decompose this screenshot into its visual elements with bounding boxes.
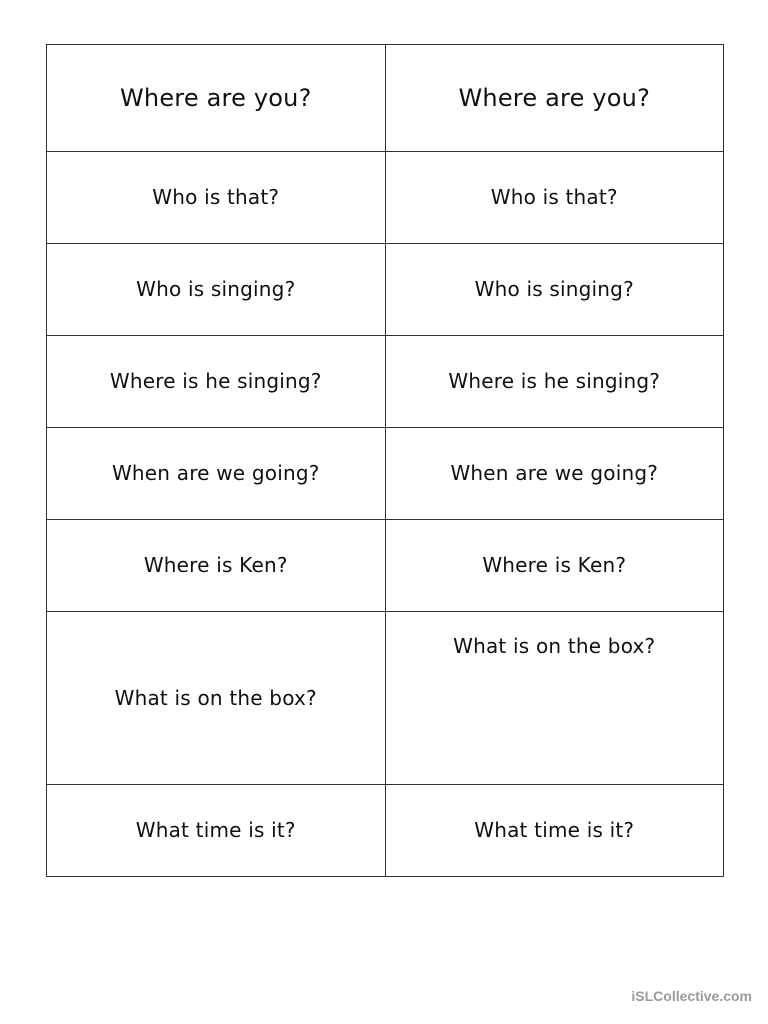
question-card-right: Where are you?: [385, 45, 724, 152]
question-card-right: Where is Ken?: [385, 519, 724, 611]
card-row: [47, 45, 724, 152]
question-card-left: What time is it?: [47, 784, 386, 876]
question-card-left: Who is that?: [47, 151, 386, 243]
question-card-right: What is on the box?: [385, 611, 724, 784]
question-card-right: What time is it?: [385, 784, 724, 876]
question-card-left: Where is he singing?: [47, 335, 386, 427]
question-card-grid: [46, 44, 724, 877]
card-row: [47, 335, 724, 427]
question-card-right: Who is that?: [385, 151, 724, 243]
question-card-right: Who is singing?: [385, 243, 724, 335]
card-row: [47, 611, 724, 784]
card-row: [47, 519, 724, 611]
question-card-left: Where are you?: [47, 45, 386, 152]
card-row: [47, 151, 724, 243]
question-card-left: Where is Ken?: [47, 519, 386, 611]
card-row: [47, 784, 724, 876]
question-card-left: When are we going?: [47, 427, 386, 519]
card-row: [47, 243, 724, 335]
question-card-right: Where is he singing?: [385, 335, 724, 427]
card-row: [47, 427, 724, 519]
question-card-right: When are we going?: [385, 427, 724, 519]
question-card-left: What is on the box?: [47, 611, 386, 784]
watermark-text: iSLCollective.com: [631, 988, 752, 1004]
question-card-left: Who is singing?: [47, 243, 386, 335]
